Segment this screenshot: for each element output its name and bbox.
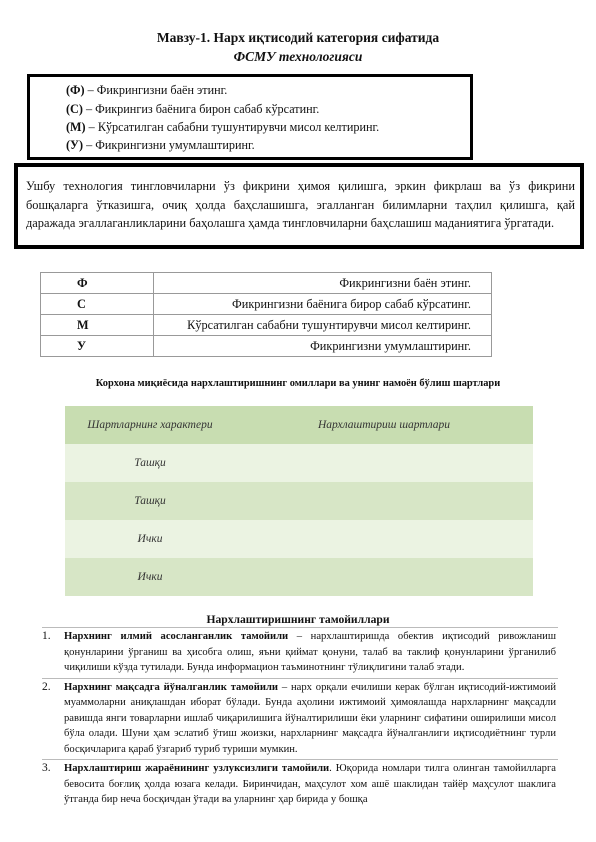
description-box [14,163,584,249]
principles-title: Нархлаштиришнинг тамойиллари [206,613,390,626]
table-row [41,336,492,357]
pricing-condition-cell [235,558,533,596]
item-text: Нархнинг мақсадга йўналганлик тамойили – нарх орқали ечилиши керак бўлган иқтисодий-ижтимоий муаммоларни аниқлашдан иборат бўлади. Бунда аҳолини ижтимоий ҳимоялашда нархларнинг мақсадли равишда янги товарларни ишлаб чиқарилишига йўналтирилиши ёки уларнинг сифатини оширилиши мисол бўла олади. Шуни ҳам эслатиб ўтиш жоизки, нархларнинг мақсадга йўналганлиги иқтисодиётнинг турли босқичларига қараб ўзгариб туриб туриши мумкин. [64,681,557,755]
table-row [65,558,533,596]
legend-key: Ф [41,273,154,294]
item-number: 1. [42,630,51,642]
table-row [65,482,533,520]
pricing-condition-cell [235,444,533,482]
table-row [65,444,533,482]
description-text: Ушбу технология тингловчиларни ўз фикрини ҳимоя қилишга, эркин фикрлаш ва ўз фикрини бошқаларга ўтказишга, очиқ ҳолда баҳслашишга, эгалланган билимларни таҳлил қилишга, қай даражада эгаллаганликларини баҳолашга ҳамда тингловчиларни баҳслашиш маданиятига ўргатади. [26,179,575,230]
pricing-condition-cell [235,520,533,558]
list-item [42,759,558,810]
header-conditions-type: Шартларнинг характери [65,406,235,444]
header-pricing-conditions: Нархлаштириш шартлари [235,406,533,444]
page-subtitle: ФСМУ технологияси [233,49,363,64]
legend-value: Кўрсатилган сабабни тушунтирувчи мисол келтиринг. [154,315,492,336]
condition-type-cell: Ички [65,558,235,596]
item-text: Нархлаштириш жараёнининг узлуксизлиги тамойили. Юқорида номлари тилга олинган тамойилларга бевосита боғлиқ ҳолда юзага келади. Биринчидан, маҳсулот хом ашё шаклидан тайёр маҳсулот шаклига ўтганда бир неча босқичдан ўтади ва уларнинг ҳар бирида у бошқа [64,763,556,805]
item-number: 2. [42,680,51,693]
item-text: Нархнинг илмий асосланганлик тамойили – нархлаштиришда обектив иқтисодий ривожланиш қонунларини ўрганиш ва ҳисобга олиш, яъни қиймат қонуни, талаб ва таклиф қонунларини ўрганилиб чиқилиши кўзда тутилади. Бунда информацион таъминотнинг тўлиқлигини талаб этади. [64,631,556,673]
fsmu-steps-box [27,74,473,160]
fsmu-line-s: (С) – Фикрингиз баёнига бирон сабаб кўрсатинг. [66,102,320,116]
table-row [65,520,533,558]
table-row [41,273,492,294]
table-header-row [65,406,533,444]
factors-table [65,406,533,596]
condition-type-cell: Ташқи [65,482,235,520]
legend-value: Фикрингизни умумлаштиринг. [154,336,492,357]
page-title: Мавзу-1. Нарх иқтисодий категория сифатида [156,30,440,45]
legend-key: У [41,336,154,357]
fsmu-line-f: (Ф) – Фикрингизни баён этинг. [66,83,228,97]
pricing-condition-cell [235,482,533,520]
legend-value: Фикрингизни баёнига бирор сабаб кўрсатинг. [154,294,492,315]
factors-caption: Корхона миқиёсида нархлаштиришнинг омиллари ва унинг намоён бўлиш шартлари [95,378,501,389]
table-row [41,294,492,315]
principles-list [42,627,558,810]
legend-value: Фикрингизни баён этинг. [154,273,492,294]
condition-type-cell: Ташқи [65,444,235,482]
fsmu-legend-table [40,272,492,357]
table-row [41,315,492,336]
fsmu-line-m: (М) – Кўрсатилган сабабни тушунтирувчи мисол келтиринг. [66,120,380,134]
legend-key: С [41,294,154,315]
item-number: 3. [42,762,51,774]
list-item [42,627,558,678]
legend-key: М [41,315,154,336]
condition-type-cell: Ички [65,520,235,558]
list-item [42,678,558,760]
fsmu-line-u: (У) – Фикрингизни умумлаштиринг. [66,138,255,152]
